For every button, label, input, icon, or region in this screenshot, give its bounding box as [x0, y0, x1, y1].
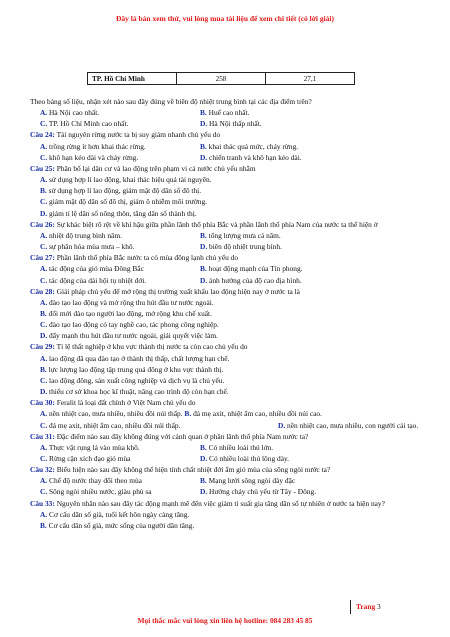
- option-letter: C.: [40, 375, 48, 385]
- answer-option: [40, 387, 229, 396]
- option-text: trồng rừng ít hơn khai thác rừng.: [49, 141, 146, 151]
- option-row: [30, 152, 425, 163]
- answer-option: [40, 197, 207, 206]
- option-letter: D.: [200, 119, 208, 129]
- option-text: đổi mới đào tạo người lao động, mở rộng khu chế xuất.: [48, 308, 212, 318]
- option-row: [30, 330, 425, 341]
- option-row: [30, 275, 425, 286]
- option-letter: A.: [40, 353, 48, 363]
- option-row: [30, 375, 425, 386]
- question-stem: [30, 252, 425, 263]
- option-text: Hà Nội thấp nhất.: [209, 119, 262, 129]
- question-stem: [30, 163, 425, 174]
- answer-option: [40, 231, 122, 240]
- option-text: Có nhiều loài thú lớn.: [208, 442, 274, 452]
- option-letter: D.: [200, 487, 208, 497]
- option-text: Chế độ nước thay đổi theo mùa: [49, 476, 142, 486]
- option-text: Cơ cấu dân số già, mức sống của người dân tăng.: [48, 520, 195, 530]
- option-letter: C.: [40, 242, 48, 252]
- answer-option: [40, 276, 146, 285]
- option-text: Rừng cận xích đạo gió mùa: [49, 454, 131, 463]
- answer-option: [40, 186, 201, 195]
- option-letter: D.: [278, 420, 286, 430]
- question-stem: [30, 129, 425, 140]
- question-block: [30, 96, 425, 129]
- option-row: [30, 185, 425, 196]
- option-text: tác động của gió mùa Đông Bắc: [49, 264, 144, 274]
- question-number: Câu 32:: [30, 465, 55, 475]
- question-number: Câu 26:: [30, 219, 55, 229]
- question-stem: [30, 219, 425, 230]
- page-number: [356, 602, 381, 611]
- answer-option: [200, 153, 302, 162]
- table-row: [88, 73, 355, 85]
- option-row: [30, 408, 425, 419]
- question-block: [30, 431, 425, 464]
- question-text: Tài nguyên rừng nước ta bị suy giảm nhanh chủ yếu do: [56, 130, 221, 140]
- option-letter: C.: [40, 454, 48, 463]
- table-cell-value-2: 27,1: [266, 73, 355, 85]
- answer-option: [278, 421, 418, 430]
- option-text: biên độ nhiệt trung bình.: [209, 242, 282, 252]
- question-stem: [30, 341, 425, 352]
- table-cell-value-1: 258: [177, 73, 266, 85]
- option-letter: C.: [40, 152, 48, 162]
- option-text: chiến tranh và khô hạn kéo dài.: [209, 152, 302, 162]
- answer-option: [40, 443, 140, 452]
- option-text: đẩy mạnh thu hút đầu tư nước ngoài, giải quyết việc làm.: [49, 331, 218, 341]
- page-label: Trang: [356, 602, 376, 611]
- question-number: Câu 29:: [30, 342, 55, 352]
- question-stem: [30, 464, 425, 475]
- answer-option: [40, 521, 194, 530]
- option-row: [30, 297, 425, 308]
- option-row: [30, 509, 425, 520]
- option-text: đào tạo lao động và mở rộng thu hút đầu tư nước ngoài.: [49, 297, 214, 307]
- question-stem: [30, 431, 425, 442]
- preview-banner: Đây là bản xem thử, vui lòng mua tài liệu để xem chi tiết (có lời giải): [115, 14, 335, 23]
- option-text: giảm tỉ lệ dân số nông thôn, tăng dân số thành thị.: [49, 208, 197, 218]
- option-letter: D.: [200, 454, 208, 463]
- option-text: Cơ cấu dân số già, tuổi kết hôn ngày càng tăng.: [49, 509, 190, 519]
- option-text: hoạt động mạnh của Tín phong.: [208, 264, 303, 274]
- answer-option: [40, 242, 134, 251]
- question-block: [30, 219, 425, 252]
- answer-option: [40, 175, 212, 184]
- question-text: Feralit là loại đất chính ở Việt Nam chủ yếu do: [56, 398, 196, 408]
- question-number: Câu 31:: [30, 431, 55, 441]
- answer-option: [40, 320, 219, 329]
- option-letter: D.: [40, 208, 48, 218]
- option-text: đá mẹ axit, nhiệt ẩm cao, nhiều đồi núi thấp.: [49, 420, 181, 430]
- option-row: [30, 196, 425, 207]
- option-letter: C.: [40, 320, 48, 330]
- option-row: [30, 208, 425, 219]
- question-number: Câu 30:: [30, 398, 55, 408]
- question-number: Câu 28:: [30, 286, 55, 296]
- answer-option: [40, 331, 218, 340]
- option-text: tổng lượng mưa cả năm.: [208, 230, 281, 240]
- questions-content: [30, 96, 425, 531]
- option-letter: D.: [200, 275, 208, 285]
- option-row: [30, 453, 425, 464]
- answer-option: [40, 119, 128, 128]
- answer-option: [40, 510, 189, 519]
- answer-option: [200, 487, 316, 496]
- question-text: Biểu hiện nào sau đây không thể hiện tính chất nhiệt đới ẩm gió mùa của sông ngòi nước ta?: [56, 465, 331, 475]
- answer-option: [200, 264, 303, 273]
- table-cell-location: TP. Hồ Chí Minh: [88, 73, 177, 85]
- question-number: Câu 33:: [30, 498, 55, 508]
- option-text: khai thác quá mức, cháy rừng.: [208, 141, 299, 151]
- option-text: Thực vật rụng lá vào mùa khô.: [48, 442, 140, 452]
- option-text: Sông ngòi nhiều nước, giàu phù sa: [49, 487, 152, 497]
- option-text: sử dụng hợp lí lao động, khai thác hiệu quả tài nguyên.: [49, 175, 212, 185]
- option-letter: B.: [200, 264, 207, 274]
- option-letter: D.: [200, 242, 208, 252]
- option-letter: C.: [40, 487, 48, 497]
- answer-option: [40, 209, 197, 218]
- option-letter: B.: [200, 230, 207, 240]
- answer-option: [40, 487, 152, 496]
- option-letter: B.: [200, 476, 207, 486]
- question-block: [30, 341, 425, 397]
- option-text: tác động của dải hội tụ nhiệt đới.: [49, 275, 147, 285]
- option-text: lực lượng lao động tập trung quá đông ở khu vực thành thị.: [48, 364, 224, 374]
- option-text: nền nhiệt cao, mưa nhiều, con người cải tạo.: [287, 420, 419, 430]
- option-text: đá mẹ axit, nhiệt ẩm cao, nhiều đồi núi cao.: [193, 409, 322, 419]
- question-block: [30, 397, 425, 430]
- option-letter: A.: [40, 509, 48, 519]
- question-number: Câu 24:: [30, 130, 55, 140]
- question-text: Giải pháp chủ yếu để mở rộng thị trường xuất khẩu lao động hiện nay ở nước ta là: [56, 286, 300, 296]
- option-row: [30, 386, 425, 397]
- answer-option: [40, 153, 138, 162]
- option-row: [30, 308, 425, 319]
- question-text: Phần lãnh thổ phía Bắc nước ta có mùa đông lạnh chủ yếu do: [56, 253, 239, 263]
- page-number-value: 3: [377, 602, 381, 611]
- option-row: [30, 118, 425, 129]
- option-row: [30, 263, 425, 274]
- option-row: [30, 353, 425, 364]
- question-text: Theo bảng số liệu, nhận xét nào sau đây đúng về biên độ nhiệt trung bình tại các địa điểm trên?: [30, 97, 312, 106]
- option-text: TP. Hồ Chí Minh cao nhất.: [48, 119, 129, 129]
- answer-option: [200, 231, 281, 240]
- option-text: đào tạo lao động có tay nghề cao, tác phong công nghiệp.: [49, 320, 219, 330]
- question-number: Câu 25:: [30, 163, 55, 173]
- answer-option: [200, 476, 295, 485]
- question-text: Nguyên nhân nào sau đây tác động mạnh mẽ đến việc giảm tỉ suất gia tăng dân số tự nhiên ở nước ta hiện nay?: [56, 498, 385, 508]
- answer-option: [200, 242, 282, 251]
- option-letter: C.: [40, 119, 48, 129]
- answer-option: [40, 298, 214, 307]
- option-row: [30, 486, 425, 497]
- question-text: Tỉ lệ thất nghiệp ở khu vực thành thị nước ta còn cao chủ yếu do: [56, 342, 248, 352]
- option-letter: C.: [40, 275, 48, 285]
- hotline-footer: Mọi thắc mắc vui lòng xin liên hệ hotline: 084 283 45 85: [137, 616, 313, 625]
- answer-option: [200, 443, 273, 452]
- option-text: sử dụng hợp lí lao động, giảm mật độ dân số đô thị.: [48, 186, 202, 196]
- option-letter: D.: [40, 387, 48, 397]
- option-row: [30, 141, 425, 152]
- option-row: [30, 420, 425, 431]
- question-text: Phân bố lại dân cư và lao động trên phạm vi cả nước chủ yếu nhằm: [56, 163, 256, 173]
- option-row: [30, 364, 425, 375]
- option-text: nền nhiệt cao, mưa nhiều, nhiều đồi núi thấp.: [49, 409, 183, 419]
- option-text: khô hạn kéo dài và cháy rừng.: [49, 152, 139, 162]
- option-letter: A.: [40, 175, 48, 185]
- question-block: [30, 163, 425, 219]
- answer-option: [200, 108, 249, 117]
- option-letter: B.: [40, 186, 47, 196]
- option-text: Hướng chảy chủ yếu từ Tây - Đông.: [209, 487, 317, 497]
- answer-option: [40, 365, 223, 374]
- answer-option: [200, 119, 262, 128]
- option-text: ảnh hưởng của độ cao địa hình.: [209, 275, 302, 285]
- option-row: [30, 174, 425, 185]
- option-letter: A.: [40, 264, 48, 274]
- option-letter: A.: [40, 141, 48, 151]
- option-row: [30, 520, 425, 531]
- option-letter: A.: [40, 409, 48, 419]
- answer-option: [200, 142, 298, 151]
- option-letter: A.: [40, 442, 48, 452]
- question-stem: [30, 498, 425, 509]
- option-row: [30, 442, 425, 453]
- option-text: thiếu cơ sở khoa học kĩ thuật, nâng cao trình độ còn hạn chế.: [49, 387, 229, 397]
- option-letter: B.: [200, 108, 207, 118]
- question-block: [30, 252, 425, 285]
- option-letter: C.: [40, 197, 48, 207]
- answer-option: [40, 142, 146, 151]
- option-text: Huế cao nhất.: [208, 108, 250, 118]
- answer-option: [40, 409, 183, 418]
- option-text: Hà Nội cao nhất.: [49, 108, 100, 118]
- answer-option: [184, 409, 322, 418]
- question-number: Câu 27:: [30, 253, 55, 263]
- option-text: lao động đã qua đào tạo ở thành thị thấp, chất lượng hạn chế.: [49, 353, 230, 363]
- question-text: Đặc điểm nào sau đây không đúng với cảnh quan ở phần lãnh thổ phía Nam nước ta?: [56, 431, 309, 441]
- option-row: [30, 241, 425, 252]
- question-text: Sự khác biệt rõ rệt về khí hậu giữa phần lãnh thổ phía Bắc và phần lãnh thổ phía Nam của nước ta thể hiện ở: [56, 219, 378, 229]
- option-letter: B.: [40, 308, 47, 318]
- answer-option: [40, 264, 144, 273]
- answer-option: [200, 454, 289, 463]
- option-letter: D.: [40, 331, 48, 341]
- option-text: nhiệt độ trung bình năm.: [49, 230, 122, 240]
- option-text: Có nhiều loài thú lông dày.: [209, 454, 290, 463]
- question-block: [30, 129, 425, 162]
- question-block: [30, 464, 425, 497]
- option-row: [30, 230, 425, 241]
- question-stem: [30, 286, 425, 297]
- question-block: [30, 498, 425, 531]
- option-letter: B.: [40, 364, 47, 374]
- climate-table: [87, 72, 355, 85]
- option-row: [30, 319, 425, 330]
- option-letter: A.: [40, 230, 48, 240]
- answer-option: [40, 454, 130, 463]
- option-letter: D.: [200, 152, 208, 162]
- option-letter: A.: [40, 297, 48, 307]
- option-letter: B.: [40, 520, 47, 530]
- footer-divider: [350, 600, 351, 614]
- option-text: sự phân hóa mùa mưa – khô.: [49, 242, 135, 252]
- option-row: [30, 475, 425, 486]
- question-stem: [30, 96, 425, 107]
- option-letter: B.: [200, 141, 207, 151]
- answer-option: [40, 421, 180, 430]
- question-stem: [30, 397, 425, 408]
- option-row: [30, 107, 425, 118]
- option-letter: B.: [184, 409, 192, 419]
- answer-option: [40, 354, 229, 363]
- option-text: lao động đông, sản xuất công nghiệp và dịch vụ là chủ yếu.: [49, 375, 225, 385]
- option-letter: C.: [40, 420, 48, 430]
- option-text: Mạng lưới sông ngòi dày đặc: [208, 476, 296, 486]
- question-block: [30, 286, 425, 342]
- answer-option: [200, 276, 302, 285]
- option-letter: A.: [40, 108, 48, 118]
- answer-option: [40, 309, 212, 318]
- option-letter: B.: [200, 442, 207, 452]
- answer-option: [40, 108, 99, 117]
- option-letter: A.: [40, 476, 48, 486]
- option-text: giảm mật độ dân số đô thị, giảm ô nhiễm môi trường.: [49, 197, 208, 207]
- answer-option: [40, 476, 142, 485]
- answer-option: [40, 376, 224, 385]
